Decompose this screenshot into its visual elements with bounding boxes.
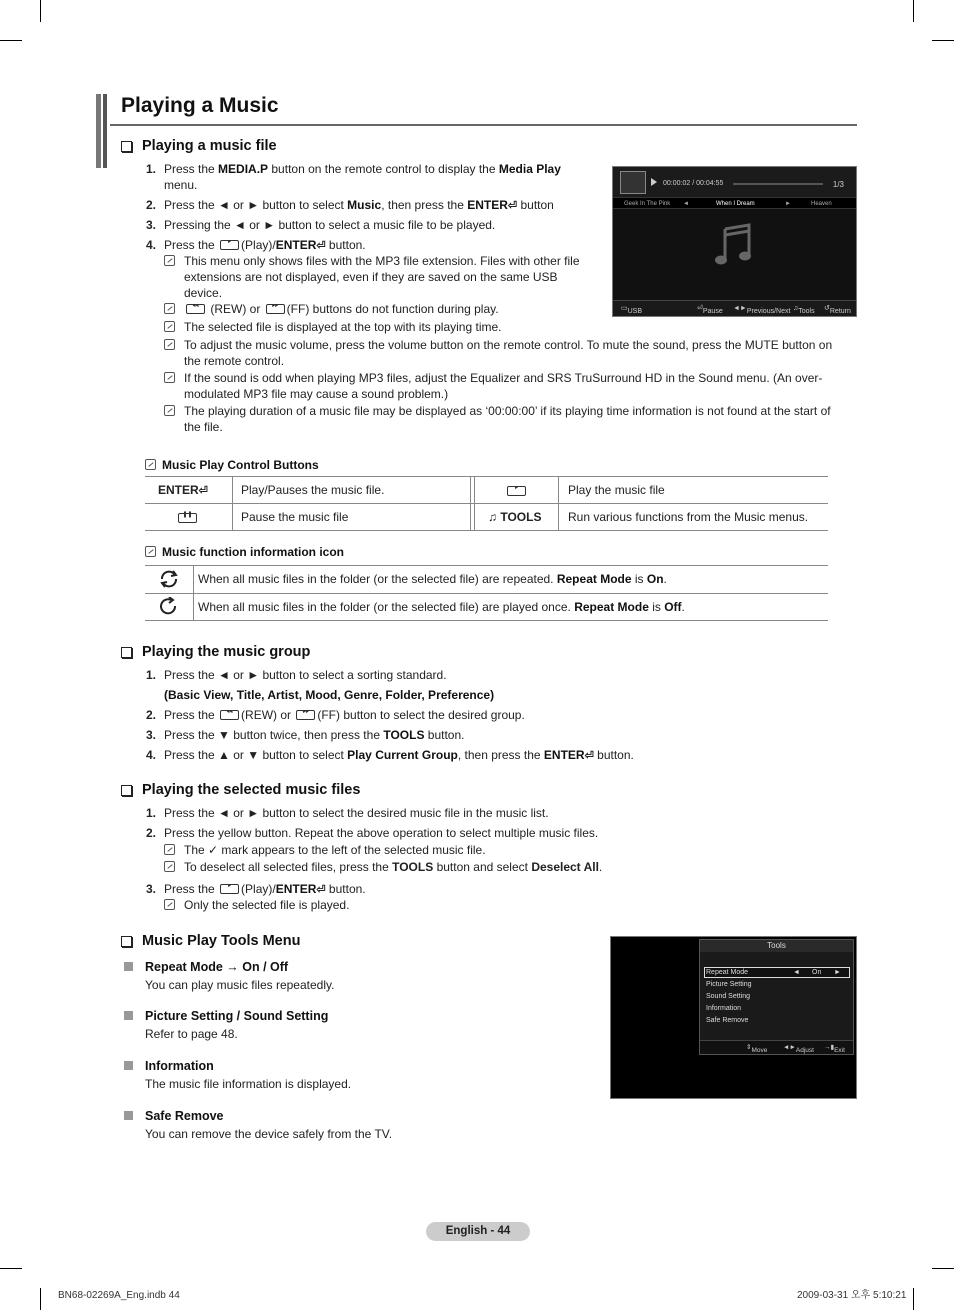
note-icon: [164, 861, 175, 872]
hint-return: ↺ Return: [824, 305, 851, 315]
cell: Pause the music file: [241, 510, 349, 524]
ff-button-icon: ▸▸: [296, 710, 315, 720]
note-icon: [164, 372, 175, 383]
repeat-mode-value: On: [812, 969, 822, 976]
play-button-icon: ▸: [507, 486, 526, 496]
note-icon: [164, 339, 175, 350]
hint-exit: →▮ Exit: [824, 1044, 845, 1054]
next-track: Heaven: [811, 201, 832, 207]
square-bullet-icon: [124, 1111, 133, 1120]
square-bullet-icon: [124, 1061, 133, 1070]
title-divider: [110, 124, 857, 126]
section-heading-music-group: Playing the music group: [121, 643, 310, 663]
page-number: English - 44: [426, 1222, 530, 1241]
play-key-cell: [505, 483, 528, 499]
note-icon: [145, 459, 156, 470]
note-icon: [145, 546, 156, 557]
tools-key-cell: ♫ TOOLS: [488, 510, 542, 524]
hint-move: ⇕ Move: [746, 1044, 768, 1054]
section-heading-music-file: Playing a music file: [121, 137, 277, 157]
enter-icon: ⏎: [584, 750, 594, 762]
note-icon: [164, 844, 175, 855]
hint-tools: ♫ Tools: [793, 305, 815, 315]
note-icon: [164, 303, 175, 314]
checkmark-icon: ✓: [208, 843, 219, 857]
crop-mark: [913, 0, 914, 22]
crop-mark: [932, 40, 954, 41]
prev-track: Geek In The Pink: [624, 201, 671, 207]
checkbox-bullet-icon: [121, 647, 132, 658]
icon-table-caption: Music function information icon: [145, 544, 344, 560]
play-button-icon: ▸: [220, 884, 239, 894]
tools-option-repeat-mode: Repeat Mode: [706, 969, 749, 976]
left-arrow-icon: ◄: [793, 969, 800, 976]
rew-button-icon: ◂◂: [186, 304, 205, 314]
crop-mark: [0, 40, 22, 41]
hint-prev-next: ◄► Previous/Next: [733, 305, 791, 315]
square-bullet-icon: [124, 1011, 133, 1020]
left-arrow-icon: ◄: [683, 201, 689, 207]
note-icon: [164, 899, 175, 910]
tools-option-safe-remove: Safe Remove: [706, 1017, 749, 1024]
repeat-on-icon: [158, 569, 180, 589]
playback-time: 00:00:02 / 00:04:55: [663, 180, 724, 187]
crop-mark: [0, 1268, 22, 1269]
play-icon: [651, 178, 657, 186]
cell: When all music files in the folder (or the selected file) are repeated. Repeat Mode is On.: [198, 572, 667, 586]
rew-button-icon: ◂◂: [220, 710, 239, 720]
crop-mark: [40, 0, 41, 22]
pause-key-cell: [176, 510, 199, 526]
tools-option-information: Information: [706, 1005, 742, 1012]
tools-menu-screenshot: [610, 936, 857, 1099]
enter-icon: ⏎: [316, 884, 326, 896]
footer-timestamp: 2009-03-31 오후 5:10:21: [797, 1290, 907, 1301]
track-count: 1/3: [832, 180, 844, 189]
tools-icon: ♫: [488, 510, 497, 524]
section-heading-selected-files: Playing the selected music files: [121, 781, 360, 801]
ff-button-icon: ▸▸: [266, 304, 285, 314]
current-track: When I Dream: [716, 201, 755, 207]
tools-panel-title: Tools: [700, 940, 853, 952]
music-note-icon: [711, 223, 755, 267]
note-icon: [164, 255, 175, 266]
pause-button-icon: ❚❚: [178, 513, 197, 523]
crop-mark: [932, 1268, 954, 1269]
checkbox-bullet-icon: [121, 936, 132, 947]
page-title: Playing a Music: [121, 94, 279, 117]
tools-option-picture-setting: Picture Setting: [706, 981, 752, 988]
section-heading-tools-menu: Music Play Tools Menu: [121, 932, 300, 952]
note-icon: [164, 321, 175, 332]
enter-icon: ⏎: [198, 485, 208, 497]
cell: Play/Pauses the music file.: [241, 483, 385, 497]
footer-file-name: BN68-02269A_Eng.indb 44: [58, 1290, 180, 1301]
crop-mark: [40, 1288, 41, 1310]
repeat-off-icon: [158, 597, 180, 617]
control-table-caption: Music Play Control Buttons: [145, 457, 319, 473]
hint-pause: ⏎ Pause: [697, 305, 723, 315]
right-arrow-icon: ►: [834, 969, 841, 976]
cell: When all music files in the folder (or the selected file) are played once. Repeat Mode is Off.: [198, 600, 685, 614]
checkbox-bullet-icon: [121, 785, 132, 796]
enter-icon: ⏎: [507, 200, 518, 212]
source-label: ▭ USB: [621, 305, 643, 315]
enter-icon: ⏎: [316, 240, 326, 252]
checkbox-bullet-icon: [121, 141, 132, 152]
progress-bar: [733, 183, 823, 185]
tools-option-sound-setting: Sound Setting: [706, 993, 750, 1000]
cell: Play the music file: [568, 483, 665, 497]
square-bullet-icon: [124, 962, 133, 971]
title-decoration: [96, 94, 110, 168]
album-thumbnail: [620, 171, 646, 194]
music-player-screenshot: [612, 166, 857, 317]
play-button-icon: ▸: [220, 240, 239, 250]
right-arrow-icon: ►: [785, 201, 791, 207]
enter-key-cell: ENTER⏎: [158, 483, 208, 497]
note-icon: [164, 405, 175, 416]
cell: Run various functions from the Music menus.: [568, 510, 809, 524]
hint-adjust: ◄► Adjust: [783, 1044, 814, 1054]
crop-mark: [913, 1288, 914, 1310]
